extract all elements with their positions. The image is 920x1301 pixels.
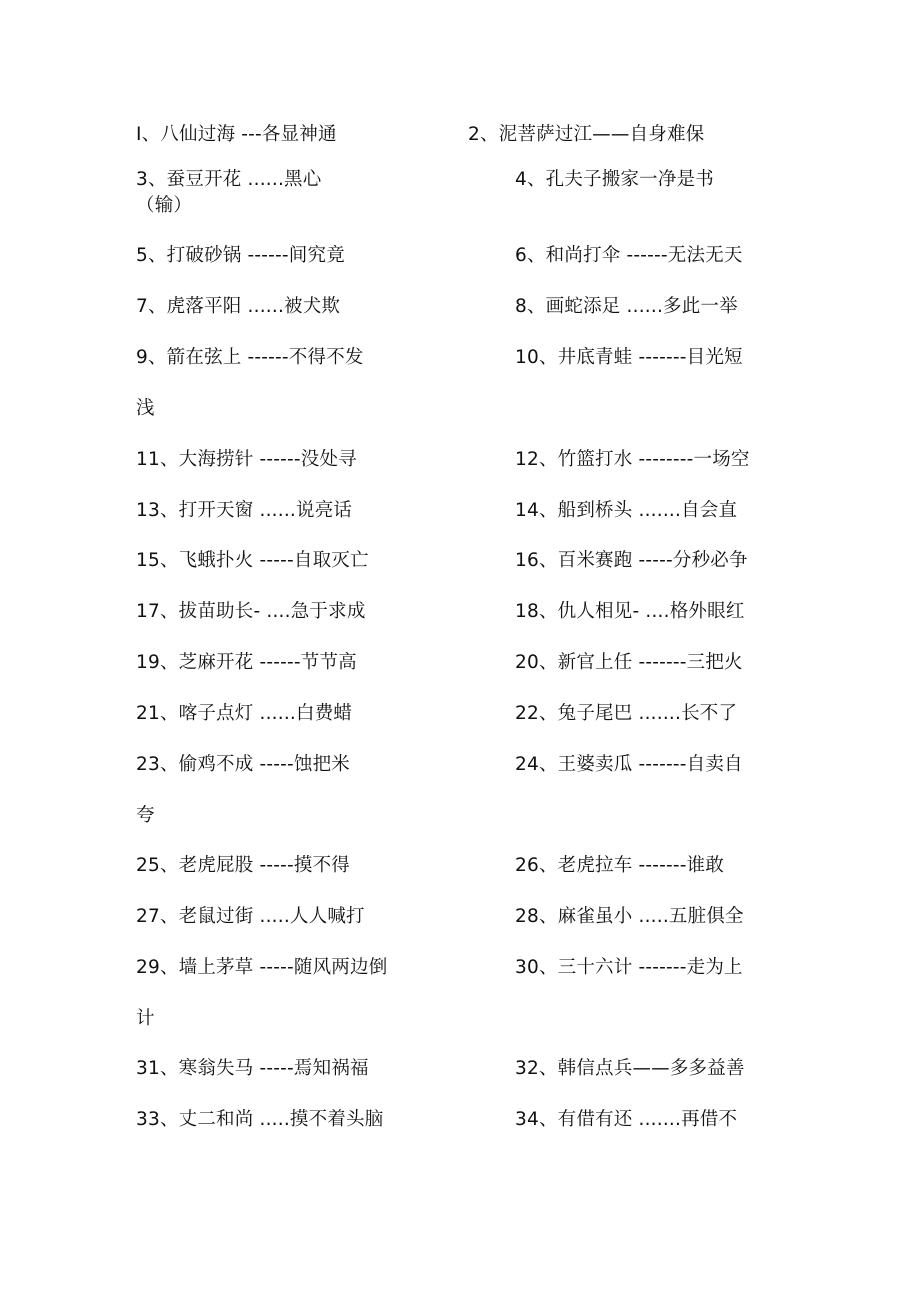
proverb-29: 29、墙上茅草 -----随风两边倒 (136, 957, 388, 978)
proverb-1: I、八仙过海 ---各显神通 (136, 124, 337, 145)
proverb-24-continuation: 夸 (136, 805, 155, 826)
proverb-17: 17、拔苗助长- ....急于求成 (136, 601, 366, 622)
proverb-4: 4、孔夫子搬家一净是书 (515, 169, 714, 190)
proverb-21: 21、喀子点灯 ......白费蜡 (136, 703, 353, 724)
proverb-13: 13、打开天窗 ......说亮话 (136, 500, 353, 521)
proverb-8: 8、画蛇添足 ......多此一举 (515, 296, 738, 317)
proverb-16: 16、百米赛跑 -----分秒必争 (515, 550, 748, 571)
proverb-5: 5、打破砂锅 ------间究竟 (136, 245, 345, 266)
proverb-3-continuation: （输） (136, 195, 193, 216)
proverb-22: 22、兔子尾巴 .......长不了 (515, 703, 738, 724)
proverb-23: 23、偷鸡不成 -----蚀把米 (136, 754, 350, 775)
proverb-30: 30、三十六计 -------走为上 (515, 957, 743, 978)
proverb-12: 12、竹篮打水 --------一场空 (515, 449, 750, 470)
proverb-2: 2、泥菩萨过江——自身难保 (468, 124, 705, 145)
proverb-10: 10、井底青蛙 -------目光短 (515, 347, 743, 368)
proverb-25: 25、老虎屁股 -----摸不得 (136, 855, 350, 876)
proverb-14: 14、船到桥头 .......自会直 (515, 500, 738, 521)
proverb-26: 26、老虎拉车 -------谁敢 (515, 855, 725, 876)
proverb-20: 20、新官上任 -------三把火 (515, 652, 743, 673)
proverb-31: 31、寒翁失马 -----焉知祸福 (136, 1058, 369, 1079)
proverb-18: 18、仇人相见- ....格外眼红 (515, 601, 745, 622)
proverb-9: 9、箭在弦上 ------不得不发 (136, 347, 364, 368)
proverb-10-continuation: 浅 (136, 398, 155, 419)
proverb-32: 32、韩信点兵——多多益善 (515, 1058, 745, 1079)
proverb-11: 11、大海捞针 ------没处寻 (136, 449, 357, 470)
proverb-6: 6、和尚打伞 ------无法无天 (515, 245, 743, 266)
proverb-3: 3、蚕豆开花 ......黑心 (136, 169, 322, 190)
proverb-24: 24、王婆卖瓜 -------自卖自 (515, 754, 743, 775)
proverb-27: 27、老鼠过街 .....人人喊打 (136, 906, 365, 927)
proverb-28: 28、麻雀虽小 .....五脏俱全 (515, 906, 744, 927)
proverb-19: 19、芝麻开花 ------节节高 (136, 652, 357, 673)
proverb-30-continuation: 计 (136, 1008, 155, 1029)
proverb-33: 33、丈二和尚 .....摸不着头脑 (136, 1109, 384, 1130)
proverb-7: 7、虎落平阳 ......被犬欺 (136, 296, 341, 317)
proverb-15: 15、飞蛾扑火 -----自取灭亡 (136, 550, 369, 571)
proverb-34: 34、有借有还 .......再借不 (515, 1109, 738, 1130)
